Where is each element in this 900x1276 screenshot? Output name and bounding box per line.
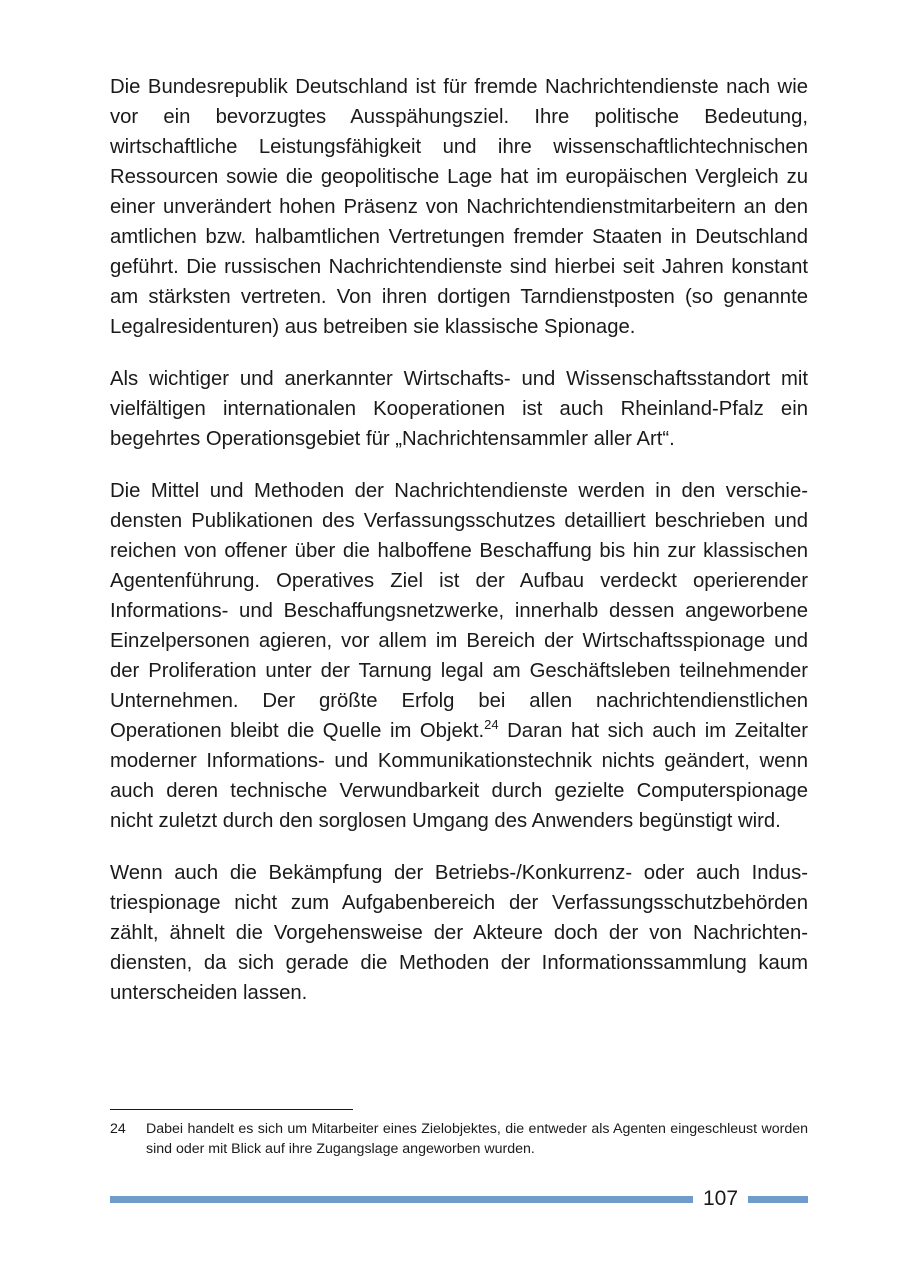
paragraph-3 xyxy=(110,476,808,836)
footer-bar-right xyxy=(748,1196,808,1203)
paragraph-2: Als wichtiger und anerkannter Wirtschafts- und Wissenschaftsstandort mit vielfältigen internationalen Kooperationen ist auch Rheinland-Pfalz ein begehrtes Operationsgebiet für „Nachrichtensammler aller Art“. xyxy=(110,368,808,450)
paragraph-4: Wenn auch die Bekämpfung der Betriebs-/Konkurrenz- oder auch Industriespionage nicht zum Aufgabenbereich der Verfassungsschutzbehörden zählt, ähnelt die Vorgehensweise der Akteure doch der von Nachrichtendiensten, da sich gerade die Methoden der Informationssammlung kaum unterscheiden lassen. xyxy=(110,862,808,1004)
paragraph-3-text-before: Die Mittel und Methoden der Nachrichtendienste werden in den verschiedensten Publikationen des Verfassungsschutzes detailliert beschrieben und reichen von offener über die halboffene Beschaffung bis hin zur klassischen Agentenführung. Operatives Ziel ist der Aufbau verdeckt operierender Informations- und Beschaffungsnetzwerke, innerhalb dessen angeworbene Einzelpersonen agieren, vor allem im Bereich der Wirtschaftsspionage und der Proliferation unter der Tarnung legal am Geschäftsleben teilnehmender Unternehmen. Der größte Erfolg bei allen nachrichtendienstlichen Operationen bleibt die Quelle im Objekt. xyxy=(110,480,808,742)
paragraph-1: Die Bundesrepublik Deutschland ist für fremde Nachrichtendienste nach wie vor ein bevorzugtes Ausspähungsziel. Ihre politische Bedeutung, wirtschaftliche Leistungsfähigkeit und ihre wissenschaftlichtechnischen Ressourcen sowie die geopolitische Lage hat im europäischen Vergleich zu einer unverändert hohen Präsenz von Nachrichtendienstmitarbeitern an den amtlichen bzw. halbamtlichen Vertretungen fremder Staaten in Deutschland geführt. Die russischen Nachrichtendienste sind hierbei seit Jahren konstant am stärksten vertreten. Von ihren dortigen Tarndienstposten (so genannte Legalresidenturen) aus betreiben sie klassische Spionage. xyxy=(110,76,808,338)
footnote-text: Dabei handelt es sich um Mitarbeiter eines Zielobjektes, die entweder als Agenten eingeschleust worden sind oder mit Blick auf ihre Zugangslage angeworben wurden. xyxy=(146,1121,808,1157)
paragraph-3-text-after: Daran hat sich auch im Zeitalter moderner Informations- und Kommunikationstechnik nichts geändert, wenn auch deren technische Verwundbarkeit durch gezielte Computerspionage nicht zuletzt durch den sorglosen Umgang des Anwenders begünstigt wird. xyxy=(110,720,808,832)
footnote-divider xyxy=(110,1109,353,1110)
footnote-number: 24 xyxy=(110,1121,126,1137)
footer-bar-left xyxy=(110,1196,693,1203)
footnote xyxy=(110,1119,808,1159)
footnote-reference: 24 xyxy=(484,717,499,733)
page-body xyxy=(110,72,808,1030)
page-number: 107 xyxy=(702,1187,739,1210)
